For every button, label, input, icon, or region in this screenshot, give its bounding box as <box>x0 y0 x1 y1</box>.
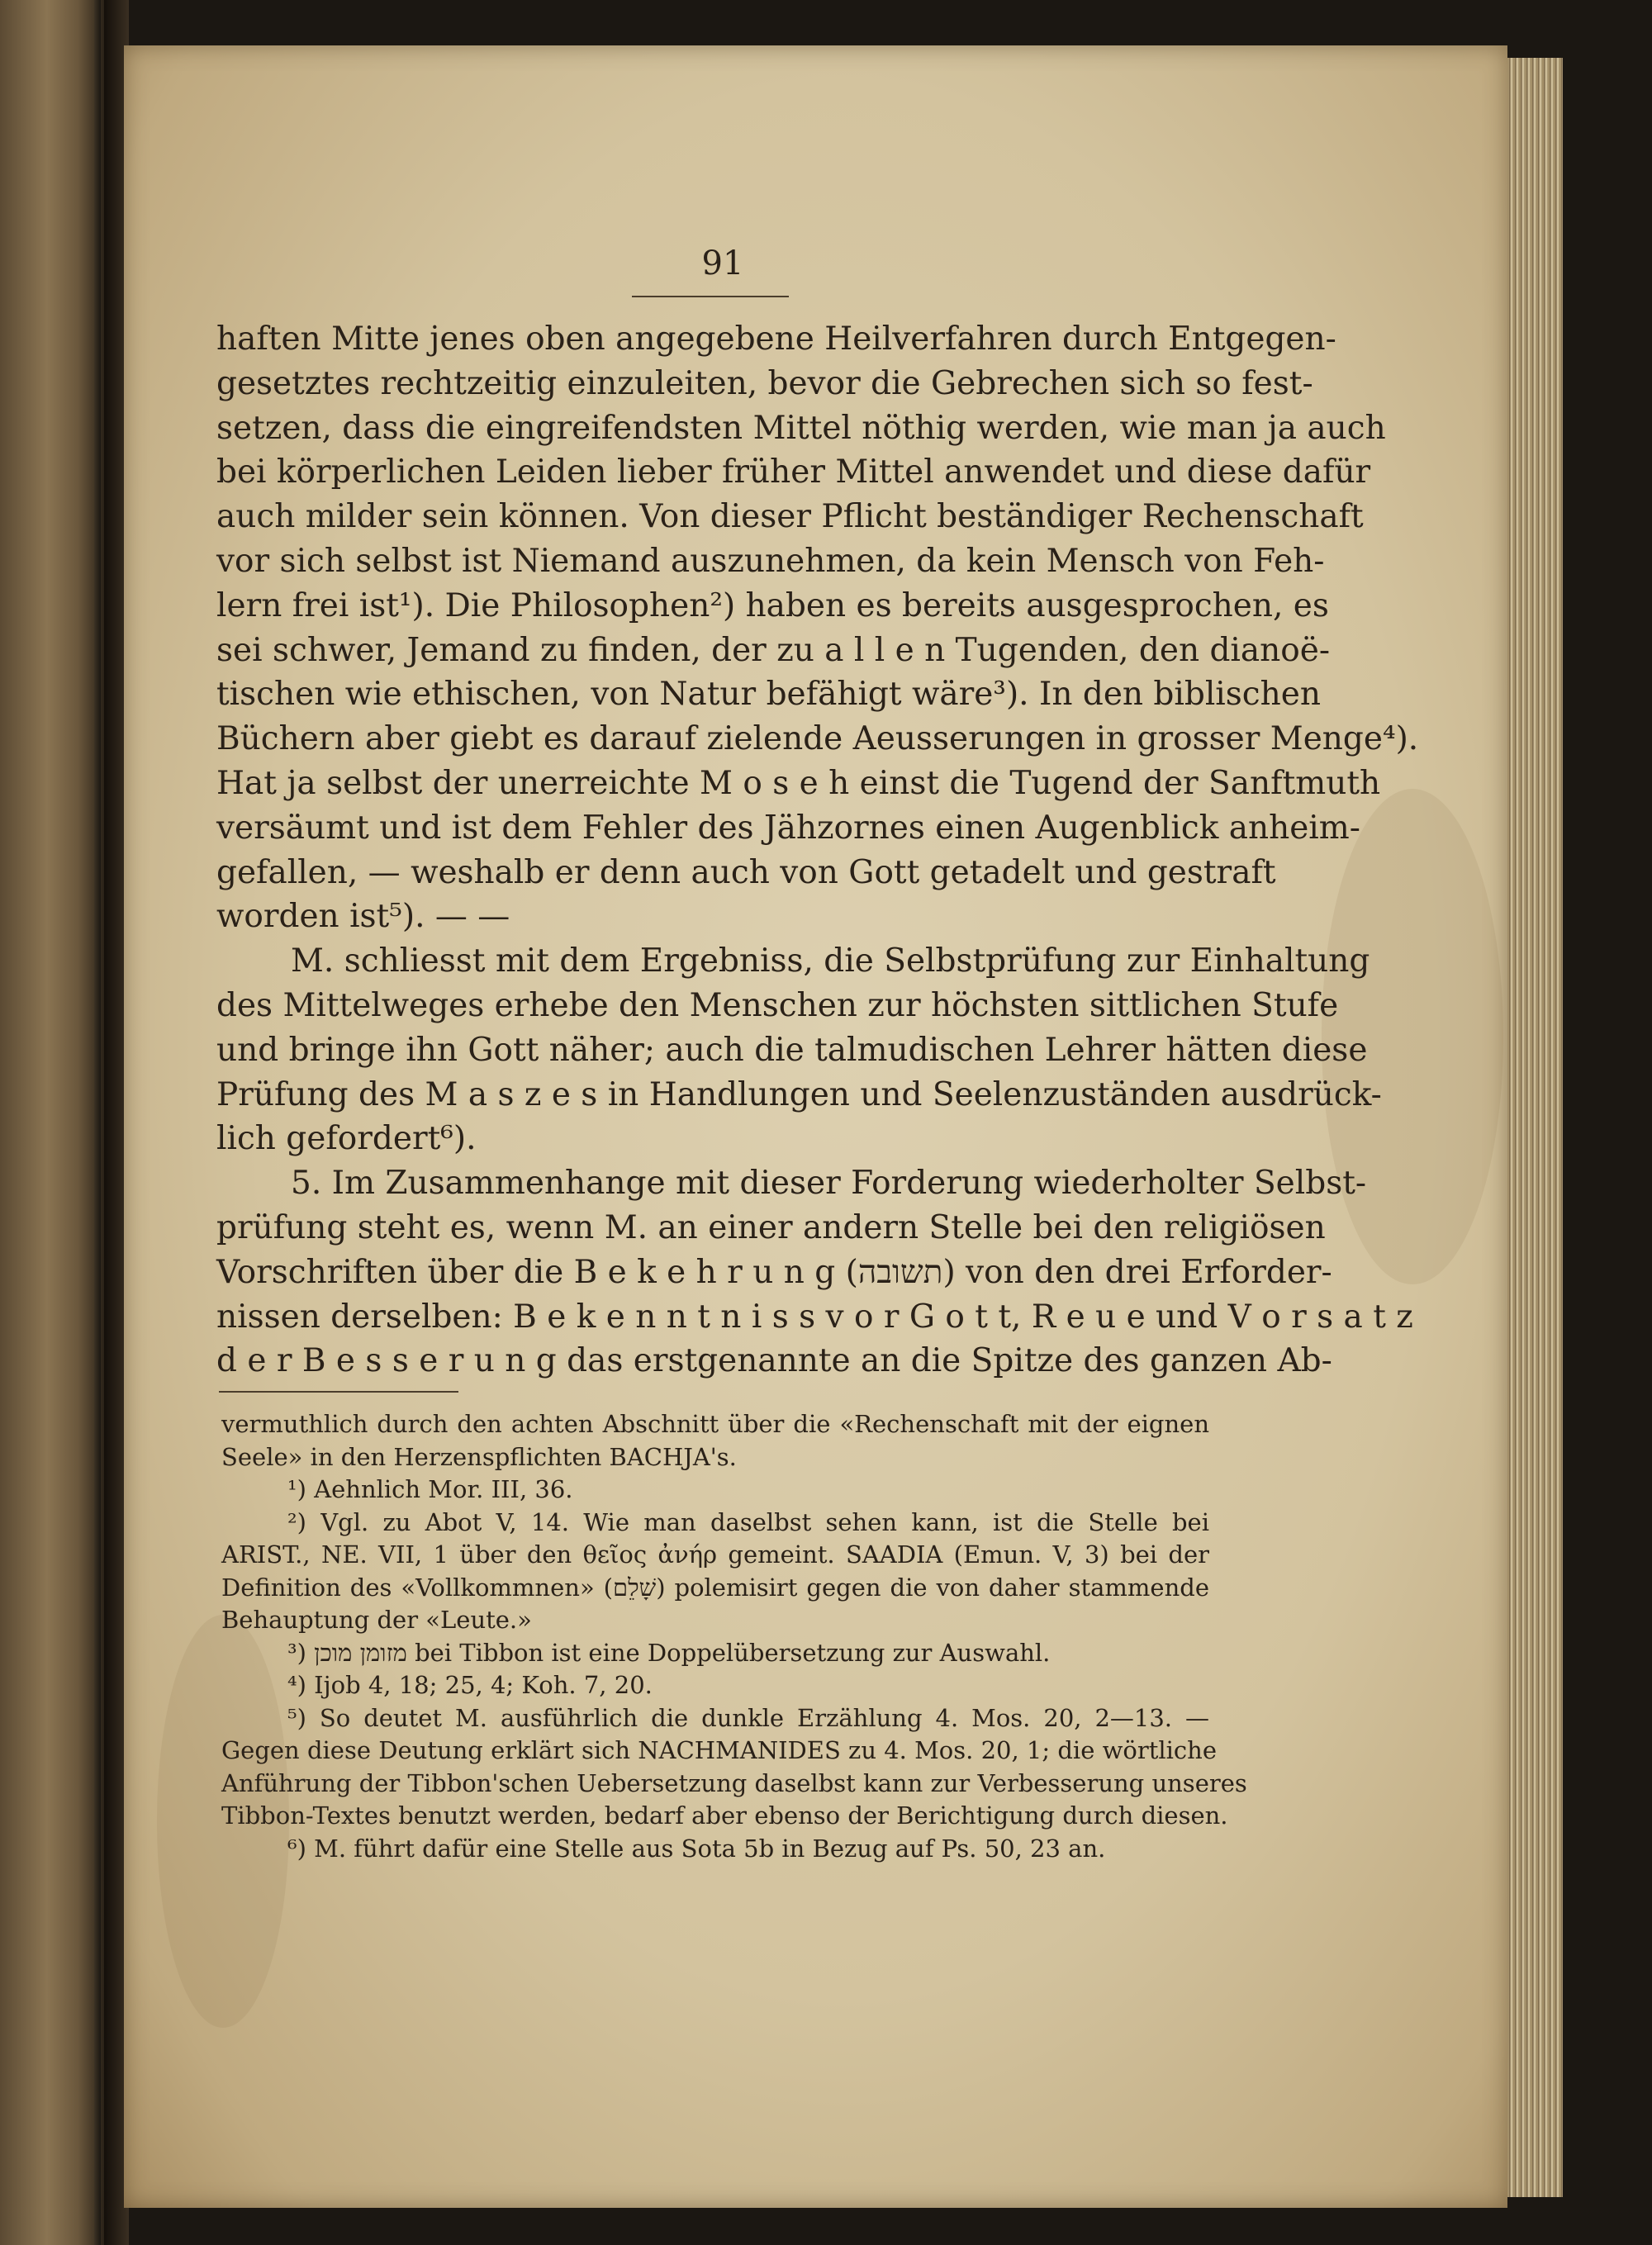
footnote-line: ⁴) Ijob 4, 18; 25, 4; Koh. 7, 20. <box>287 1671 653 1699</box>
body-text-line: nissen derselben: B e k e n n t n i s s v o r G o t t, R e u e und V o r s a t z <box>216 1298 1413 1336</box>
body-text-line: gesetztes rechtzeitig einzuleiten, bevor die Gebrechen sich so fest- <box>216 364 1313 402</box>
body-text-line: 5. Im Zusammenhange mit dieser Forderung wiederholter Selbst- <box>291 1165 1367 1203</box>
body-text-line: tischen wie ethischen, von Natur befähigt wäre³). In den biblischen <box>216 676 1321 714</box>
body-text-line: vor sich selbst ist Niemand auszunehmen, da kein Mensch von Feh- <box>216 542 1325 580</box>
body-text-line: sei schwer, Jemand zu finden, der zu a l l e n Tugenden, den dianoë- <box>216 631 1331 669</box>
body-text-line: prüfung steht es, wenn M. an einer andern Stelle bei den religiösen <box>216 1208 1326 1246</box>
body-text-line: gefallen, — weshalb er denn auch von Gott getadelt und gestraft <box>216 853 1276 891</box>
body-text-line: lich gefordert⁶). <box>216 1120 477 1158</box>
footnote-line: ¹) Aehnlich Mor. III, 36. <box>287 1475 573 1503</box>
footnote-line: Definition des «Vollkommnen» (שָׁלֵם) polemisirt gegen die von daher stammende <box>221 1573 1209 1602</box>
body-text-line: Vorschriften über die B e k e h r u n g (תשובה) von den drei Erforder- <box>216 1253 1332 1291</box>
body-text-line: worden ist⁵). — — <box>216 898 510 936</box>
footnote-line: Seele» in den Herzenspflichten BACHJA's. <box>221 1442 737 1471</box>
page-number-rule <box>632 296 789 297</box>
body-text-line: auch milder sein können. Von dieser Pflicht beständiger Rechenschaft <box>216 498 1364 536</box>
main-text-block <box>216 317 1419 1384</box>
footnote-line: ⁶) M. führt dafür eine Stelle aus Sota 5b in Bezug auf Ps. 50, 23 an. <box>287 1834 1106 1863</box>
footnote-line: ARIST., NE. VII, 1 über den θεῖος ἀνήρ gemeint. SAADIA (Emun. V, 3) bei der <box>221 1540 1209 1569</box>
body-text-line: setzen, dass die eingreifendsten Mittel nöthig werden, wie man ja auch <box>216 409 1386 447</box>
body-text-line: des Mittelweges erhebe den Menschen zur höchsten sittlichen Stufe <box>216 986 1339 1024</box>
footnote-line: Anführung der Tibbon'schen Uebersetzung daselbst kann zur Verbesserung unseres <box>221 1768 1247 1797</box>
body-text-line: Büchern aber giebt es darauf zielende Aeusserungen in grosser Menge⁴). <box>216 720 1419 758</box>
footnote-line: Tibbon-Textes benutzt werden, bedarf aber ebenso der Berichtigung durch diesen. <box>221 1801 1228 1830</box>
footnotes-block <box>221 1408 1247 1865</box>
footnote-line: Behauptung der «Leute.» <box>221 1606 532 1634</box>
page-stack-edges <box>1505 58 1563 2197</box>
body-text-line: Hat ja selbst der unerreichte M o s e h einst die Tugend der Sanftmuth <box>216 764 1381 802</box>
body-text-line: Prüfung des M a s z e s in Handlungen und Seelenzuständen ausdrück- <box>216 1075 1382 1113</box>
body-text-line: d e r B e s s e r u n g das erstgenannte an die Spitze des ganzen Ab- <box>216 1342 1332 1380</box>
footnote-line: ⁵) So deutet M. ausführlich die dunkle Erzählung 4. Mos. 20, 2—13. — <box>287 1703 1209 1732</box>
body-text-line: lern frei ist¹). Die Philosophen²) haben es bereits ausgesprochen, es <box>216 586 1329 624</box>
footnote-line: ³) מזומן מוכן bei Tibbon ist eine Doppelübersetzung zur Auswahl. <box>287 1638 1051 1667</box>
footnote-line: vermuthlich durch den achten Abschnitt über die «Rechenschaft mit der eignen <box>221 1410 1209 1438</box>
body-text-line: haften Mitte jenes oben angegebene Heilverfahren durch Entgegen- <box>216 320 1336 358</box>
footnote-line: ²) Vgl. zu Abot V, 14. Wie man daselbst sehen kann, ist die Stelle bei <box>287 1507 1209 1536</box>
page-number: 91 <box>701 244 744 282</box>
left-page-edge <box>0 0 104 2245</box>
body-text-line: bei körperlichen Leiden lieber früher Mittel anwendet und diese dafür <box>216 453 1371 491</box>
body-text-line: und bringe ihn Gott näher; auch die talmudischen Lehrer hätten diese <box>216 1031 1368 1069</box>
body-text-line: versäumt und ist dem Fehler des Jähzornes einen Augenblick anheim- <box>216 809 1360 847</box>
footnote-line: Gegen diese Deutung erklärt sich NACHMANIDES zu 4. Mos. 20, 1; die wörtliche <box>221 1736 1218 1764</box>
footnote-separator <box>219 1391 458 1393</box>
body-text-line: M. schliesst mit dem Ergebniss, die Selbstprüfung zur Einhaltung <box>291 942 1370 980</box>
